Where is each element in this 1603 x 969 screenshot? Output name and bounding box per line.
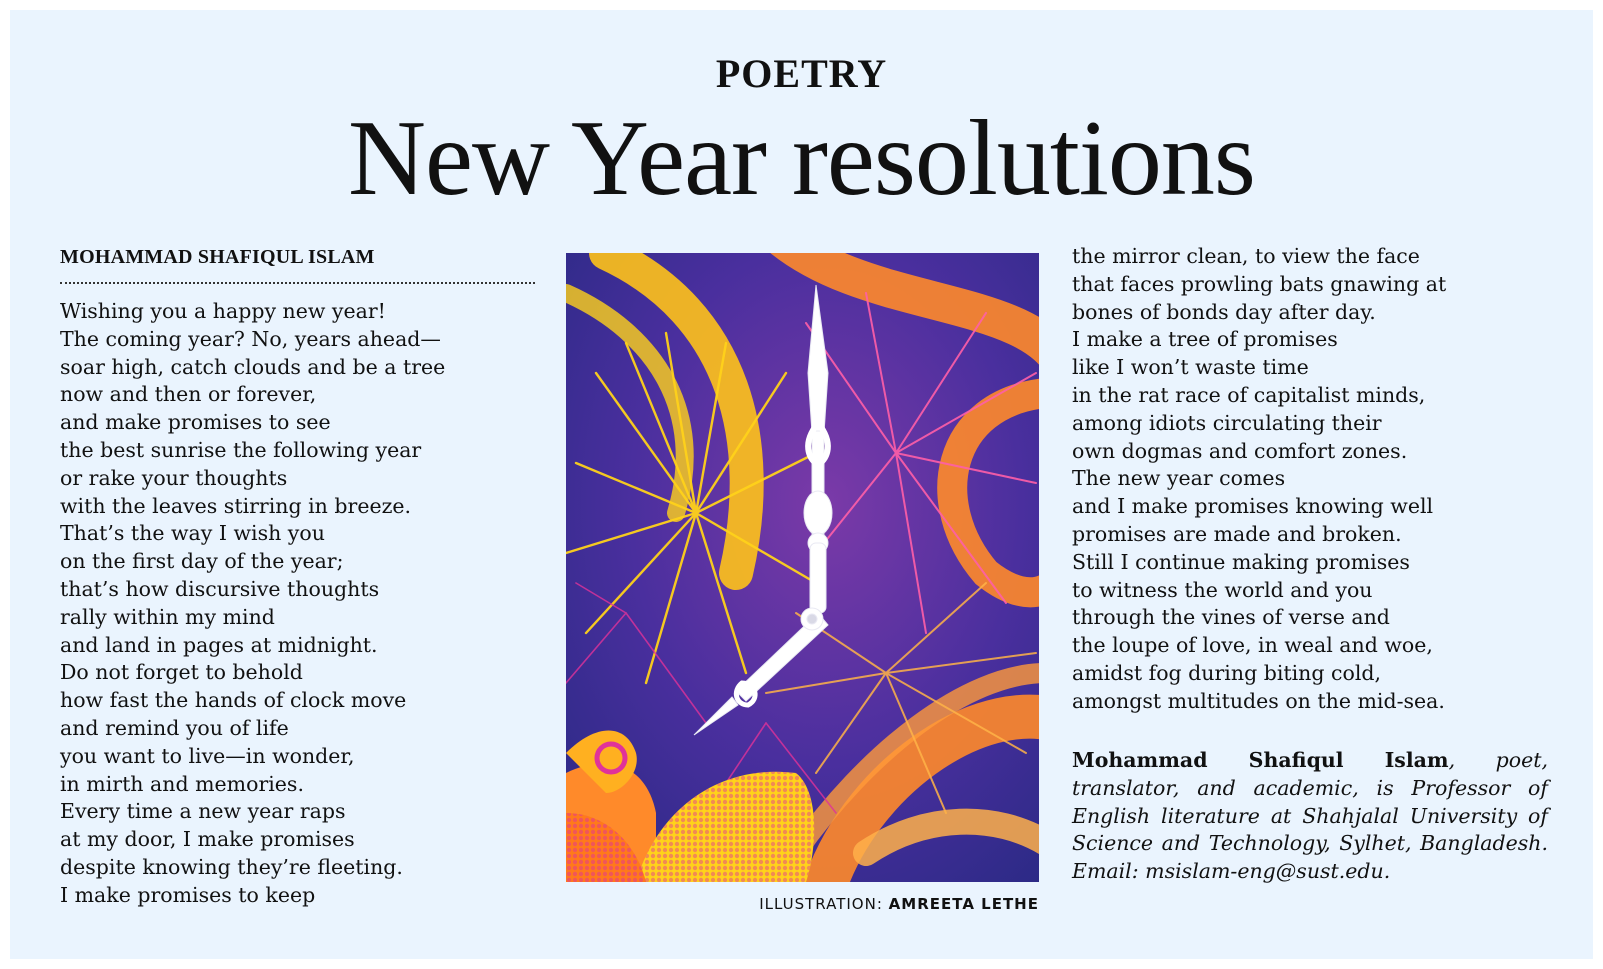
poem-line: Every time a new year raps — [60, 799, 346, 824]
author-byline: MOHAMMAD SHAFIQUL ISLAM — [60, 246, 375, 268]
poem-line: at my door, I make promises — [60, 827, 355, 852]
poem-line: despite knowing they’re fleeting. — [60, 854, 403, 879]
poem-line: to witness the world and you — [1072, 577, 1373, 602]
poem-line: that’s how discursive thoughts — [60, 576, 380, 601]
illustration-credit — [566, 895, 1039, 913]
poem-line: in the rat race of capitalist minds, — [1072, 382, 1426, 407]
byline-divider — [60, 282, 535, 284]
poem-line: I make a tree of promises — [1072, 327, 1338, 352]
poem-line: the best sunrise the following year — [60, 437, 422, 462]
poem-line: you want to live—in wonder, — [60, 743, 355, 768]
poem-line: among idiots circulating their — [1072, 410, 1382, 435]
poem-line: and I make promises knowing well — [1072, 494, 1434, 519]
poem-line: Wishing you a happy new year! — [60, 299, 386, 323]
poem-line: and remind you of life — [60, 715, 289, 740]
poem-line: Do not forget to behold — [60, 660, 303, 685]
poem-line: on the first day of the year; — [60, 549, 344, 574]
poem-line: amidst fog during biting cold, — [1072, 660, 1382, 685]
section-kicker: POETRY — [715, 51, 888, 96]
poem-line: with the leaves stirring in breeze. — [60, 493, 412, 518]
poem-line: I make promises to keep — [60, 882, 316, 907]
clock-hands-fireworks-illustration — [566, 253, 1039, 882]
poem-line: the mirror clean, to view the face — [1072, 244, 1420, 268]
poem-line: That’s the way I wish you — [60, 521, 325, 546]
author-bio — [1072, 747, 1548, 886]
poem-line: and make promises to see — [60, 410, 331, 435]
poem-line: or rake your thoughts — [60, 465, 288, 490]
bio-author-name: Mohammad Shafiqul Islam — [1072, 748, 1449, 772]
poem-line: own dogmas and comfort zones. — [1072, 438, 1408, 463]
poem-line: soar high, catch clouds and be a tree — [60, 354, 446, 379]
poem-line: now and then or forever, — [60, 382, 317, 407]
poem-line: The coming year? No, years ahead— — [60, 326, 441, 351]
poem-line: the loupe of love, in weal and woe, — [1072, 633, 1433, 658]
poem-line: The new year comes — [1072, 466, 1286, 491]
poem-line: Still I continue making promises — [1072, 549, 1410, 574]
poem-line: through the vines of verse and — [1072, 605, 1390, 630]
poem-column-left — [60, 298, 445, 910]
poem-line: in mirth and memories. — [60, 771, 304, 796]
poem-line: amongst multitudes on the mid-sea. — [1072, 688, 1445, 713]
credit-label: ILLUSTRATION: — [759, 895, 883, 913]
poem-column-right — [1072, 243, 1446, 716]
poem-line: like I won’t waste time — [1072, 355, 1309, 380]
poem-line: rally within my mind — [60, 604, 275, 629]
credit-artist: AMREETA LETHE — [888, 895, 1039, 913]
poem-line: and land in pages at midnight. — [60, 632, 378, 657]
poem-line: that faces prowling bats gnawing at — [1072, 271, 1447, 296]
poem-line: promises are made and broken. — [1072, 521, 1402, 546]
poem-line: how fast the hands of clock move — [60, 688, 407, 713]
bio-text: , poet, translator, and academic, is Professor of English literature at Shahjalal University of Science and Technology, Sylhet, Bangladesh. Email: msislam-eng@sust.edu. — [1072, 748, 1548, 884]
article-title: New Year resolutions — [348, 99, 1255, 218]
poem-line: bones of bonds day after day. — [1072, 299, 1376, 324]
